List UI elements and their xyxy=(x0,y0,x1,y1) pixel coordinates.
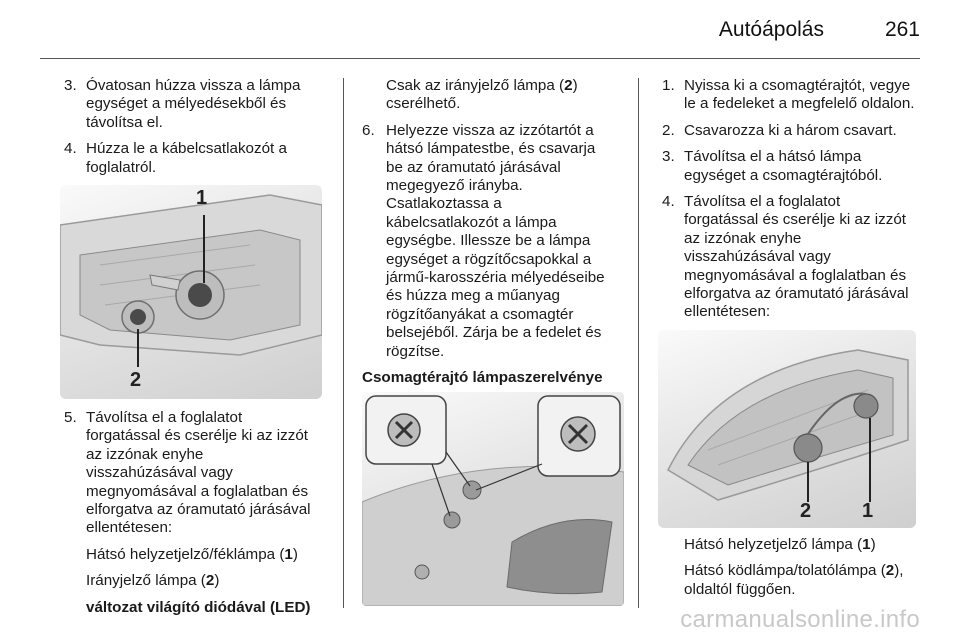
step-text: Nyissa ki a csomagtérajtót, vegye le a fedeleket a megfelelő oldalon. xyxy=(684,77,915,113)
bulb-ref-1: 1 xyxy=(862,535,871,553)
step-number: 5. xyxy=(64,409,77,427)
page-title: Autóápolás xyxy=(718,18,824,41)
callout-2: 2 xyxy=(800,499,812,522)
column-divider-1 xyxy=(343,78,344,608)
step-2 xyxy=(662,122,924,140)
bulb-2-line: Irányjelző lámpa (2) xyxy=(86,572,220,590)
step-text: Helyezze vissza az izzótartót a hátsó lámpatestbe, és csavarja be az óramutató járásával megegyező irányba. Csatlakoztassa a kábelcsatlakozót a lámpa egységbe. Illessze be a lámpa egységet a rögzítőcsapokkal a jármű-karosszéria mélyedéseibe és húzza meg a műanyag rögzítőanyákat a csomagtér belsejéből. Zárja be a fedelet és rögzítse. xyxy=(386,121,605,360)
step-text: Óvatosan húzza vissza a lámpa egységet a mélyedésekből és távolítsa el. xyxy=(86,77,301,131)
bulb-1-line: Hátsó helyzetjelző/féklámpa (1) xyxy=(86,545,298,563)
step-5 xyxy=(64,409,334,538)
bulb-2-line: Hátsó ködlámpa/tolatólámpa (2), oldaltól függően. xyxy=(684,562,904,598)
step-6 xyxy=(362,122,630,361)
bulb-ref-2: 2 xyxy=(564,77,573,94)
tailgate-lamp-socket-illustration xyxy=(658,330,916,528)
step-3 xyxy=(662,148,924,185)
step-number: 2. xyxy=(662,121,675,139)
step-number: 1. xyxy=(662,77,675,94)
step-text: Távolítsa el a foglalatot forgatással és cserélje ki az izzót az izzónak enyhe visszahúzásával vagy megnyomásával a foglalatban és elforgatva az óramutató járásával ellentétesen: xyxy=(684,193,909,321)
page-number: 261 xyxy=(884,18,920,41)
step-text: Csavarozza ki a három csavart. xyxy=(684,121,897,139)
step-number: 3. xyxy=(662,148,675,166)
step-text: Húzza le a kábelcsatlakozót a foglalatról. xyxy=(86,140,287,176)
step-number: 4. xyxy=(64,140,77,158)
callout-2: 2 xyxy=(130,369,142,392)
bulb-1-line: Hátsó helyzetjelző lámpa (1) xyxy=(684,535,876,553)
right-column xyxy=(662,77,924,607)
left-column xyxy=(64,77,334,625)
header-divider xyxy=(40,58,920,59)
step-3 xyxy=(64,77,334,132)
bulb-ref-1: 1 xyxy=(284,545,293,563)
step-text: Távolítsa el a hátsó lámpa egységet a csomagtérajtóból. xyxy=(684,148,883,184)
step-4 xyxy=(662,193,924,322)
bulb-ref-2: 2 xyxy=(885,562,895,580)
tailgate-lamp-drawing xyxy=(658,330,916,528)
tail-lamp-socket-illustration xyxy=(60,185,322,399)
middle-column xyxy=(362,77,630,606)
step-number: 6. xyxy=(362,121,375,139)
column-divider-2 xyxy=(638,78,639,608)
continuation-text: Csak az irányjelző lámpa (2) cserélhető. xyxy=(386,77,578,113)
bulb-ref-2: 2 xyxy=(205,572,215,590)
step-number: 4. xyxy=(662,193,675,211)
led-variant-heading: változat világító diódával (LED) xyxy=(86,598,311,616)
tailgate-screws-illustration xyxy=(362,392,624,606)
step-1 xyxy=(662,77,924,114)
step-4 xyxy=(64,140,334,177)
section-heading: Csomagtérajtó lámpaszerelvénye xyxy=(362,369,603,387)
step-text: Távolítsa el a foglalatot forgatással és cserélje ki az izzót az izzónak enyhe visszahúzásával vagy megnyomásával a foglalatban és elforgatva az óramutató járásával ellentétesen: xyxy=(86,409,311,537)
callout-1: 1 xyxy=(196,187,208,210)
tailgate-screws-drawing xyxy=(362,392,624,606)
tail-lamp-socket-drawing xyxy=(60,185,322,399)
step-number: 3. xyxy=(64,77,77,94)
callout-1: 1 xyxy=(862,499,874,522)
watermark: carmanualsonline.info xyxy=(680,606,920,633)
